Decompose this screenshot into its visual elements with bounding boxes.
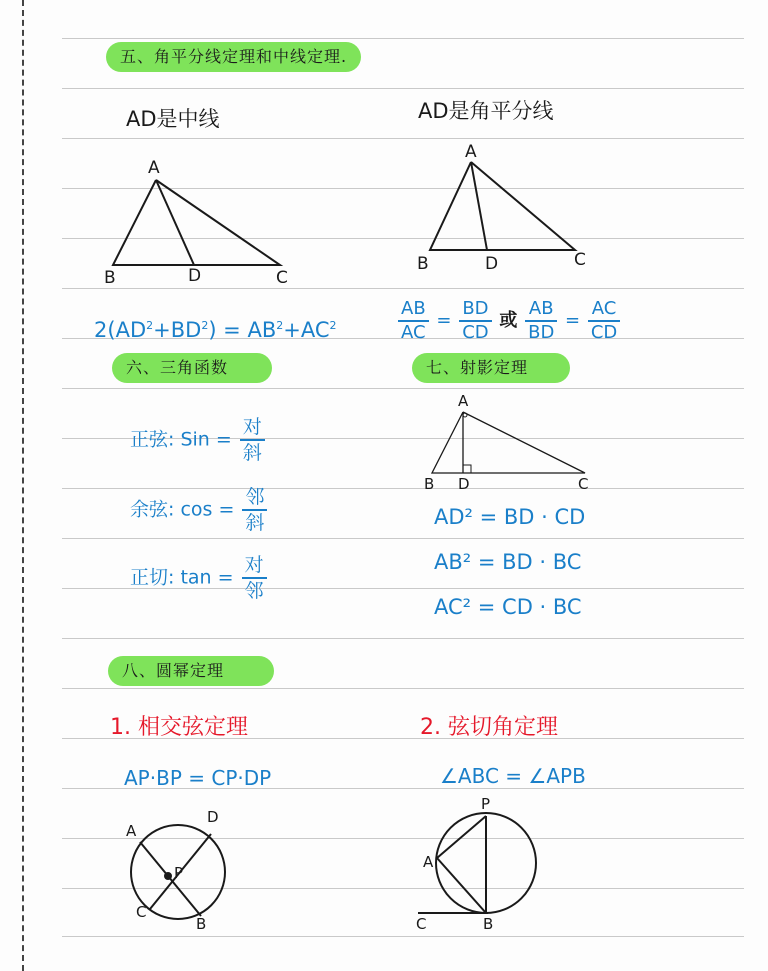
tangent-definition: 正切: tan = $\frac{\text{对}}{\text{邻}}$: [130, 553, 269, 603]
point-b: B: [196, 915, 207, 933]
chord-ab-2: [437, 858, 486, 913]
projection-formula-2: AB² = BD · BC: [434, 550, 582, 574]
point-a: A: [148, 158, 160, 178]
point-d: D: [458, 475, 470, 493]
projection-triangle: [432, 412, 585, 473]
point-a: A: [458, 392, 469, 410]
section-6-title: 六、三角函数: [112, 353, 272, 383]
point-a: A: [126, 822, 137, 840]
point-d: D: [188, 266, 202, 286]
right-angle-mark: [463, 465, 471, 473]
projection-formula-1: AD² = BD · CD: [434, 505, 586, 529]
point-p: P: [174, 864, 184, 882]
point-b: B: [483, 915, 494, 933]
median-label: AD是中线: [126, 107, 220, 131]
point-a: A: [465, 142, 477, 162]
point-b: B: [424, 475, 435, 493]
bisector-triangle: [430, 162, 575, 250]
point-b: B: [417, 254, 429, 274]
section-7-title: 七、射影定理: [412, 353, 570, 383]
cosine-definition: 余弦: cos = $\frac{\text{邻}}{\text{斜}}$: [130, 485, 269, 535]
point-d: D: [207, 808, 219, 826]
point-c: C: [578, 475, 589, 493]
point-p-dot: [165, 873, 171, 879]
point-b: B: [104, 268, 116, 288]
median-theorem-formula: $2(AD^2+BD^2) = AB^2+AC^2$: [94, 318, 337, 342]
intersecting-chords-title: 1. 相交弦定理: [110, 715, 248, 740]
section-8-title: 八、圆幂定理: [108, 656, 274, 686]
tangent-chord-formula: ∠ABC = ∠APB: [440, 764, 586, 788]
intersecting-chords-formula: AP·BP = CP·DP: [124, 766, 272, 790]
bisector-theorem-formula: $\frac{AB}{AC}$ = $\frac{BD}{CD}$ 或 $\frac{AB}{BD}$ = $\frac{AC}{CD}$: [396, 298, 622, 344]
section-5-title: 五、角平分线定理和中线定理.: [106, 42, 361, 72]
point-c: C: [136, 903, 147, 921]
point-d: D: [485, 254, 499, 274]
sine-definition: 正弦: Sin = $\frac{\text{对}}{\text{斜}}$: [130, 415, 267, 465]
projection-formula-3: AC² = CD · BC: [434, 595, 582, 619]
point-p: P: [481, 795, 491, 813]
point-c: C: [416, 915, 427, 933]
point-c: C: [276, 268, 288, 288]
point-c: C: [574, 250, 586, 270]
point-a: A: [423, 853, 434, 871]
tangent-chord-title: 2. 弦切角定理: [420, 715, 558, 740]
bisector-label: AD是角平分线: [418, 99, 554, 123]
bisector-line: [471, 162, 487, 250]
median-triangle: [113, 180, 280, 265]
